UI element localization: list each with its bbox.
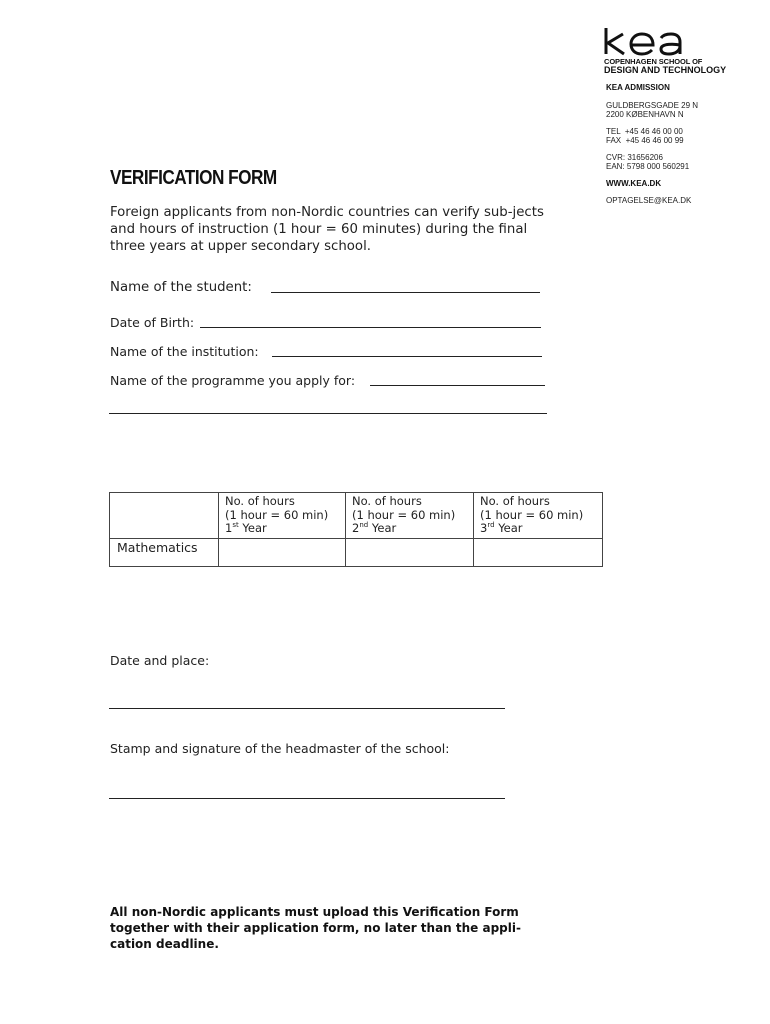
page-title: VERIFICATION FORM (110, 167, 277, 189)
unit-label: (1 hour = 60 min) (352, 507, 456, 522)
hours-label: No. of hours (225, 494, 295, 508)
ean-number: EAN: 5798 000 560291 (606, 162, 690, 171)
kea-logo (603, 24, 707, 60)
logo-subtitle-2: DESIGN AND TECHNOLOGY (604, 65, 727, 75)
address-line-2: 2200 KØBENHAVN N (606, 110, 684, 119)
programme-field-continued[interactable] (109, 413, 547, 414)
year-2-header (346, 493, 474, 539)
signature-field[interactable] (109, 798, 505, 799)
unit-label: (1 hour = 60 min) (480, 507, 584, 522)
institution-label: Name of the institution: (110, 344, 259, 359)
unit-label: (1 hour = 60 min) (225, 507, 329, 522)
fax: FAX +45 46 46 00 99 (606, 136, 684, 145)
year-2-hours-cell[interactable] (346, 538, 474, 566)
date-place-field[interactable] (109, 708, 505, 709)
website-link[interactable]: WWW.KEA.DK (606, 179, 662, 188)
hours-table (109, 492, 603, 567)
programme-field[interactable] (370, 385, 545, 386)
table-row (110, 538, 603, 566)
date-place-label: Date and place: (110, 653, 210, 668)
logo-subtitle-1: COPENHAGEN SCHOOL OF (604, 57, 703, 66)
institution-field[interactable] (272, 356, 542, 357)
subject-cell: Mathematics (110, 538, 219, 566)
dob-label: Date of Birth: (110, 315, 195, 330)
year-label: 1st Year (225, 521, 267, 535)
intro-text: Foreign applicants from non-Nordic countries can verify sub-jects and hours of instruction (1 hour = 60 minutes) during the final three years at upper secondary school. (110, 205, 544, 254)
year-3-header (474, 493, 603, 539)
signature-label: Stamp and signature of the headmaster of the school: (110, 741, 450, 756)
year-label: 3rd Year (480, 521, 523, 535)
telephone: TEL +45 46 46 00 00 (606, 127, 683, 136)
student-name-label: Name of the student: (110, 280, 252, 295)
student-name-field[interactable] (271, 292, 540, 293)
address-line-1: GULDBERGSGADE 29 N (606, 101, 699, 110)
hours-label: No. of hours (352, 494, 422, 508)
year-label: 2nd Year (352, 521, 397, 535)
dob-field[interactable] (200, 327, 541, 328)
department-name: KEA ADMISSION (606, 83, 670, 92)
year-1-header (219, 493, 346, 539)
table-header-row (110, 493, 603, 539)
year-1-hours-cell[interactable] (219, 538, 346, 566)
cvr-number: CVR: 31656206 (606, 153, 663, 162)
table-corner-cell (110, 493, 219, 539)
kea-logo-mark (603, 24, 707, 58)
year-3-hours-cell[interactable] (474, 538, 603, 566)
programme-label: Name of the programme you apply for: (110, 373, 356, 388)
upload-notice: All non-Nordic applicants must upload this Verification Form together with their application form, no later than the appli-cation deadline. (110, 905, 521, 951)
email-link[interactable]: OPTAGELSE@KEA.DK (606, 196, 692, 205)
hours-label: No. of hours (480, 494, 550, 508)
